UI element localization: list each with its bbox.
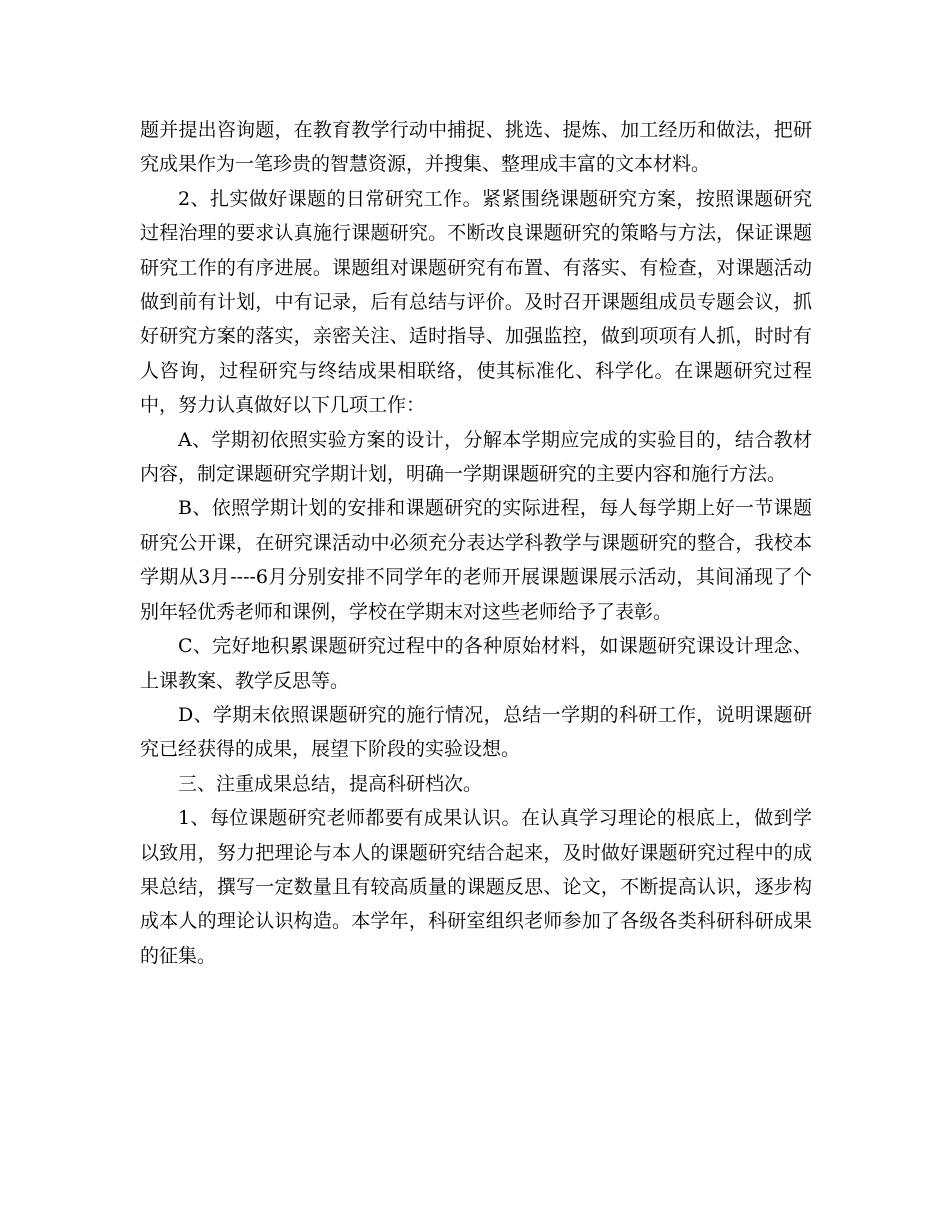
section-heading-achievement-summary: 三、注重成果总结，提高科研档次。 — [178, 772, 483, 795]
paragraph-daily-research-work: 2、扎实做好课题的日常研究工作。紧紧围绕课题研究方案，按照课题研究过程治理的要求认真施行课题研究。不断改良课题研究的策略与方法，保证课题研究工作的有序进展。课题组对课题研究有布置、有落实、有检查，对课题活动做到前有计划，中有记录，后有总结与评价。及时召开课题组成员专题会议，抓好研究方案的落实，亲密关注、适时指导、加强监控，做到项项有人抓，时时有人咨询，过程研究与终结成果相联络，使其标准化、科学化。在课题研究过程中，努力认真做好以下几项工作： — [140, 187, 812, 417]
paragraph-item-c: C、完好地积累课题研究过程中的各种原始材料，如课题研究课设计理念、上课教案、教学反思等。 — [140, 635, 812, 692]
document-body — [140, 113, 812, 973]
paragraph-achievement-awareness: 1、每位课题研究老师都要有成果认识。在认真学习理论的根底上，做到学以致用，努力把理论与本人的课题研究结合起来，及时做好课题研究过程中的成果总结，撰写一定数量且有较高质量的课题反思、论文，不断提高认识，逐步构成本人的理论认识构造。本学年，科研室组织老师参加了各级各类科研科研成果的征集。 — [140, 807, 812, 967]
paragraph-item-b: B、依照学期计划的安排和课题研究的实际进程，每人每学期上好一节课题研究公开课，在研究课活动中必须充分表达学科教学与课题研究的整合，我校本学期从3月----6月分别安排不同学年的老师开展课题课展示活动，其间涌现了个别年轻优秀老师和课例，学校在学期末对这些老师给予了表彰。 — [140, 497, 812, 623]
paragraph-continuation: 题并提出咨询题，在教育教学行动中捕捉、挑选、提炼、加工经历和做法，把研究成果作为一笔珍贵的智慧资源，并搜集、整理成丰富的文本材料。 — [140, 119, 812, 176]
paragraph-item-d: D、学期末依照课题研究的施行情况，总结一学期的科研工作，说明课题研究已经获得的成果，展望下阶段的实验设想。 — [140, 703, 812, 761]
paragraph-item-a: A、学期初依照实验方案的设计，分解本学期应完成的实验目的，结合教材内容，制定课题研究学期计划，明确一学期课题研究的主要内容和施行方法。 — [140, 428, 812, 486]
